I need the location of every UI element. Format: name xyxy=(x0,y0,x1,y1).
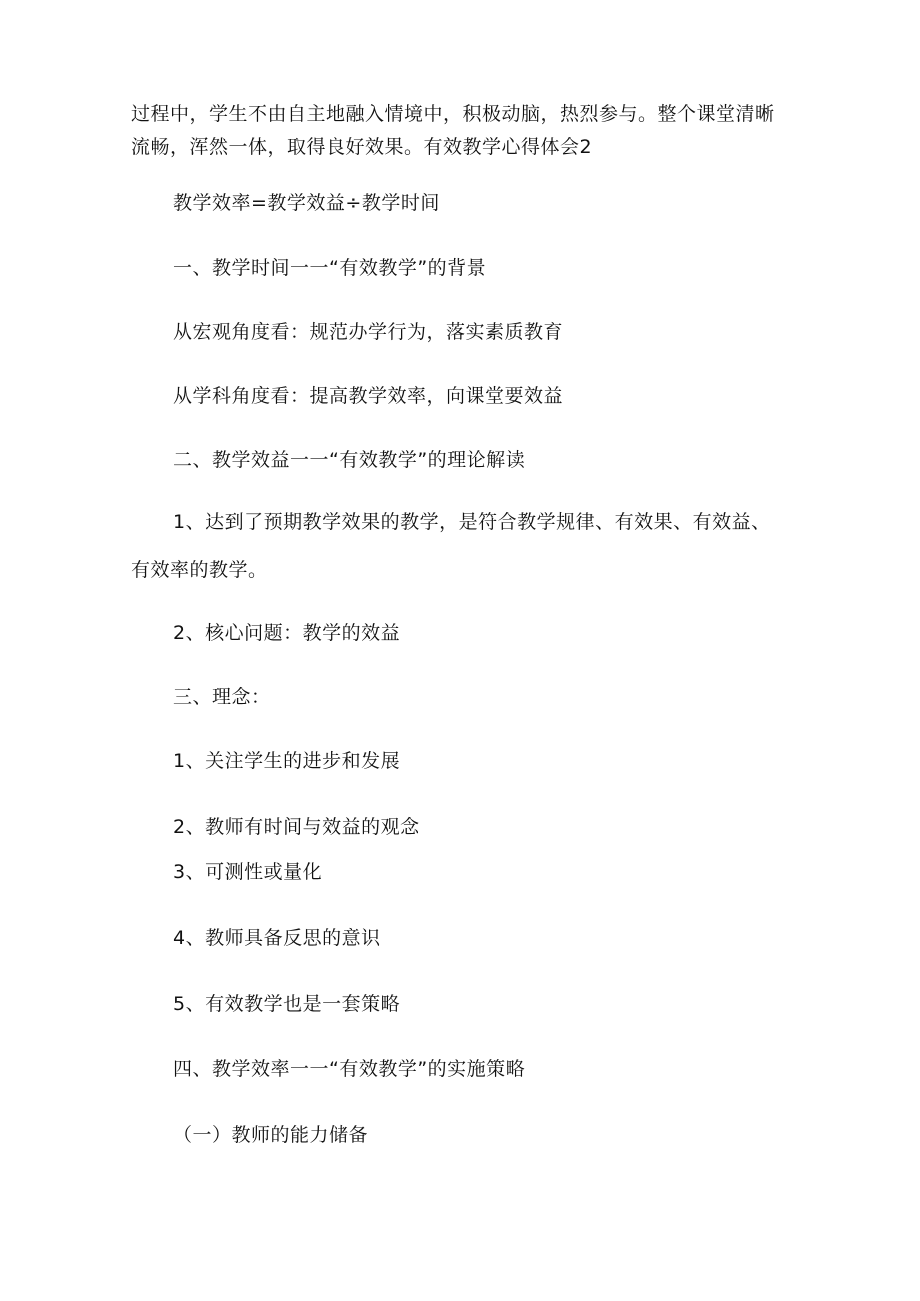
paragraph-line-2: 流畅，浑然一体，取得良好效果。有效教学心得体会2 xyxy=(131,136,593,158)
section-heading-2: 二、教学效益一一“有效教学”的理论解读 xyxy=(173,449,526,471)
definition-line-1: 1、达到了预期教学效果的教学，是符合教学规律、有效果、有效益、 xyxy=(173,511,771,533)
core-question-line: 2、核心问题：教学的效益 xyxy=(173,622,401,644)
formula-line: 教学效率=教学效益÷教学时间 xyxy=(173,192,440,214)
subject-perspective-line: 从学科角度看：提高教学效率，向课堂要效益 xyxy=(173,385,564,407)
subsection-heading-1: （一）教师的能力储备 xyxy=(173,1124,369,1146)
concept-item-2: 2、教师有时间与效益的观念 xyxy=(173,816,420,838)
concept-item-1: 1、关注学生的进步和发展 xyxy=(173,750,401,772)
definition-line-2: 有效率的教学。 xyxy=(131,559,268,581)
concept-item-5: 5、有效教学也是一套策略 xyxy=(173,993,401,1015)
section-heading-3: 三、理念： xyxy=(173,686,271,708)
section-heading-1: 一、教学时间一一“有效教学”的背景 xyxy=(173,257,487,279)
macro-perspective-line: 从宏观角度看：规范办学行为，落实素质教育 xyxy=(173,321,564,343)
concept-item-4: 4、教师具备反思的意识 xyxy=(173,927,381,949)
concept-item-3: 3、可测性或量化 xyxy=(173,861,323,883)
section-heading-4: 四、教学效率一一“有效教学”的实施策略 xyxy=(173,1058,526,1080)
paragraph-line-1: 过程中，学生不由自主地融入情境中，积极动脑，热烈参与。整个课堂清晰 xyxy=(131,103,775,125)
